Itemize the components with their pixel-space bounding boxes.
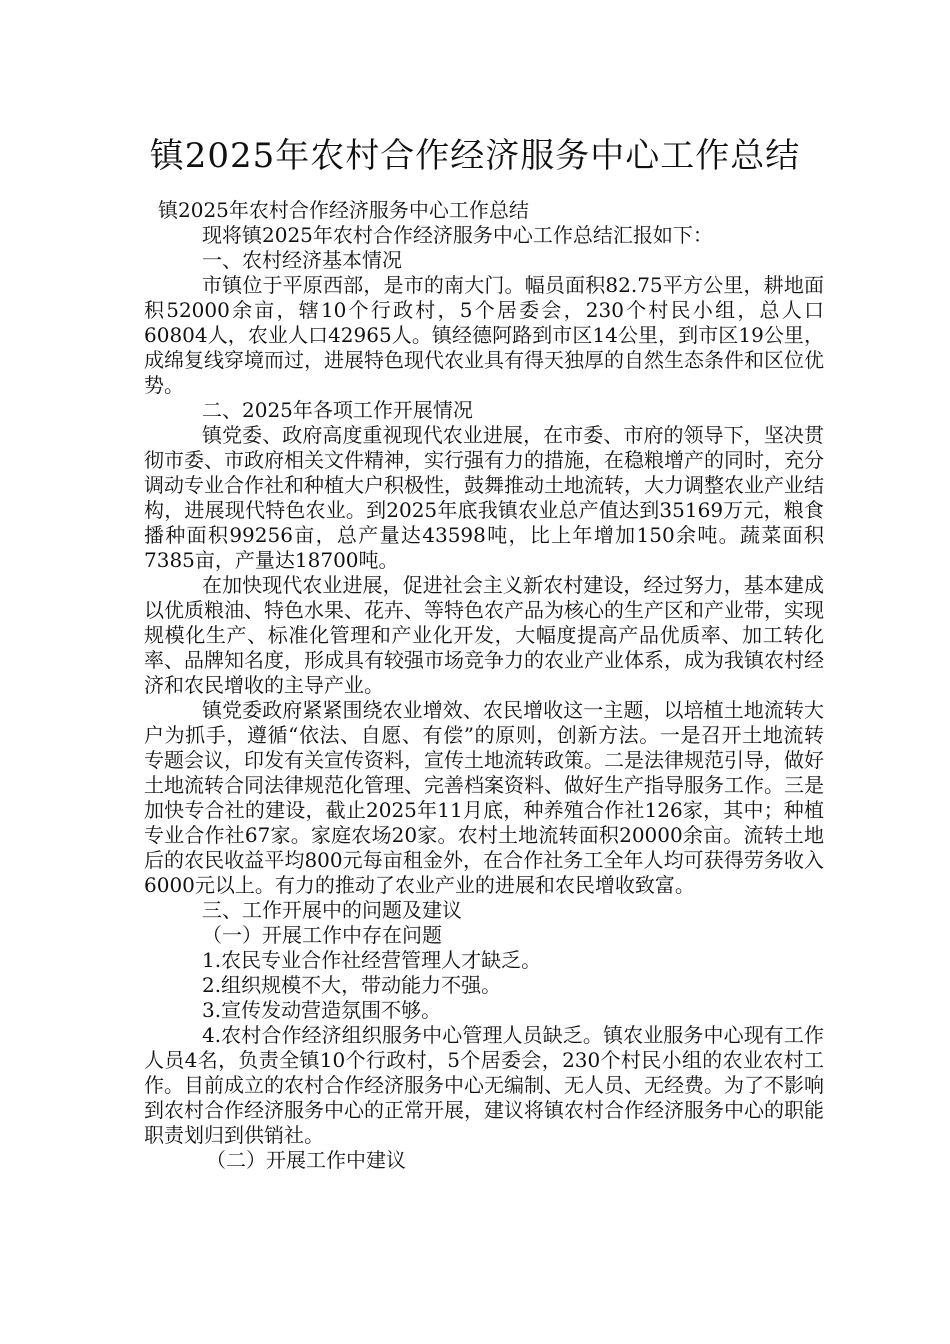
section-heading-2: 二、2025年各项工作开展情况 [202, 398, 473, 422]
document-body [144, 198, 824, 1173]
body-paragraph: 市镇位于平原西部，是市的南大门。幅员面积82.75平方公里，耕地面积52000余亩，辖10个行政村，5个居委会，230个村民小组，总人口60804人，农业人口42965人。镇经德阿路到市区14公里，到市区19公里，成绵复线穿境而过，进展特色现代农业具有得天独厚的自然生态条件和区位优势。 [144, 273, 824, 397]
list-item: 4.农村合作经济组织服务中心管理人员缺乏。镇农业服务中心现有工作人员4名，负责全镇10个行政村，5个居委会，230个村民小组的农业农村工作。目前成立的农村合作经济服务中心无编制、无人员、无经费。为了不影响到农村合作经济服务中心的正常开展，建议将镇农村合作经济服务中心的职能职责划归到供销社。 [144, 1023, 824, 1147]
intro-paragraph: 现将镇2025年农村合作经济服务中心工作总结汇报如下： [202, 223, 713, 247]
subsection-heading-2: （二）开展工作中建议 [206, 1148, 406, 1172]
body-paragraph: 镇党委政府紧紧围绕农业增效、农民增收这一主题，以培植土地流转大户为抓手，遵循“依法、自愿、有偿”的原则，创新方法。一是召开土地流转专题会议，印发有关宣传资料，宣传土地流转政策。二是法律规范引导，做好土地流转合同法律规范化管理、完善档案资料、做好生产指导服务工作。三是加快专合社的建设，截止2025年11月底，种养殖合作社126家，其中；种植专业合作社67家。家庭农场20家。农村土地流转面积20000余亩。流转土地后的农民收益平均800元每亩租金外，在合作社务工全年人均可获得劳务收入6000元以上。有力的推动了农业产业的进展和农民增收致富。 [144, 698, 824, 897]
subtitle-paragraph: 镇2025年农村合作经济服务中心工作总结 [158, 198, 529, 222]
section-heading-3: 三、工作开展中的问题及建议 [202, 898, 462, 922]
body-paragraph: 在加快现代农业进展，促进社会主义新农村建设，经过努力，基本建成以优质粮油、特色水果、花卉、等特色农产品为核心的生产区和产业带，实现规模化生产、标准化管理和产业化开发，大幅度提高产品优质率、加工转化率、品牌知名度，形成具有较强市场竞争力的农业产业体系，成为我镇农村经济和农民增收的主导产业。 [144, 573, 824, 697]
list-item: 1.农民专业合作社经营管理人才缺乏。 [202, 948, 542, 972]
section-heading-1: 一、农村经济基本情况 [202, 248, 402, 272]
list-item: 3.宣传发动营造氛围不够。 [202, 998, 442, 1022]
list-item: 2.组织规模不大，带动能力不强。 [202, 973, 502, 997]
body-paragraph: 镇党委、政府高度重视现代农业进展，在市委、市府的领导下，坚决贯彻市委、市政府相关文件精神，实行强有力的措施，在稳粮增产的同时，充分调动专业合作社和种植大户积极性，鼓舞推动土地流转，大力调整农业产业结构，进展现代特色农业。到2025年底我镇农业总产值达到35169万元，粮食播种面积99256亩，总产量达43598吨，比上年增加150余吨。蔬菜面积7385亩，产量达18700吨。 [144, 423, 824, 572]
subsection-heading-1: （一）开展工作中存在问题 [202, 923, 442, 947]
document-title: 镇2025年农村合作经济服务中心工作总结 [149, 136, 801, 176]
